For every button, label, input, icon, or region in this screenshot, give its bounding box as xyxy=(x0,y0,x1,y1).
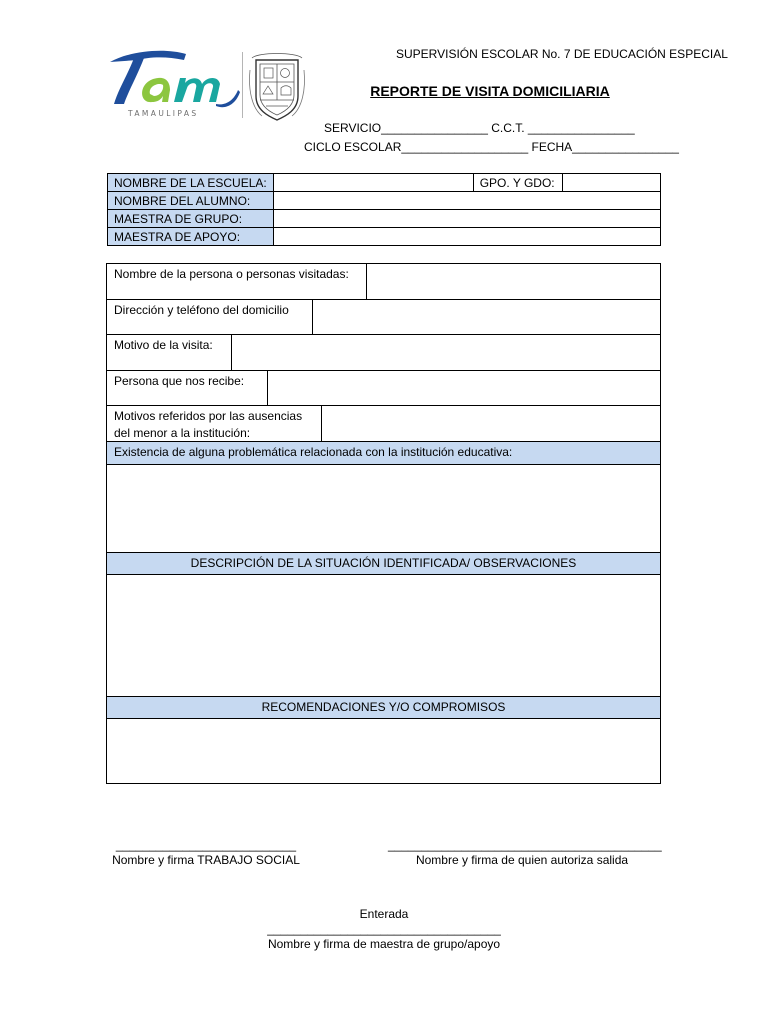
signature-line: ___________________________________ xyxy=(267,922,501,936)
signature-line: _________________________________________ xyxy=(388,838,662,852)
authorizer-signature xyxy=(388,838,662,867)
recommendations-header: RECOMENDACIONES Y/O COMPROMISOS xyxy=(107,697,660,719)
document-title xyxy=(0,83,768,99)
school-name-label: NOMBRE DE LA ESCUELA: xyxy=(108,174,274,192)
notified-label: Enterada xyxy=(359,907,409,921)
tamaulipas-logo xyxy=(104,44,244,120)
school-name-field[interactable] xyxy=(273,174,473,192)
authorizer-label: Nombre y firma de quien autoriza salida xyxy=(415,853,629,867)
student-name-label: NOMBRE DEL ALUMNO: xyxy=(108,192,274,210)
group-teacher-label: MAESTRA DE GRUPO: xyxy=(108,210,274,228)
table-row xyxy=(108,228,661,246)
school-info-table xyxy=(107,173,661,246)
support-teacher-label: MAESTRA DE APOYO: xyxy=(108,228,274,246)
table-row xyxy=(108,210,661,228)
receiver-row[interactable] xyxy=(107,371,660,406)
description-field[interactable] xyxy=(107,575,660,697)
problem-field[interactable] xyxy=(107,465,660,553)
absence-reasons-line-2: del menor a la institución: xyxy=(114,426,251,440)
teacher-signature xyxy=(234,907,534,951)
group-grade-field[interactable] xyxy=(562,174,660,192)
description-header: DESCRIPCIÓN DE LA SITUACIÓN IDENTIFICADA/ OBSERVACIONES xyxy=(107,553,660,575)
support-teacher-field[interactable] xyxy=(273,228,660,246)
signature-line: ___________________________ xyxy=(115,838,297,852)
visit-reason-row[interactable] xyxy=(107,335,660,371)
table-row xyxy=(108,174,661,192)
absence-reasons-line-1: Motivos referidos por las ausencias xyxy=(114,409,303,423)
visit-reason-label: Motivo de la visita: xyxy=(107,335,232,370)
teacher-label: Nombre y firma de maestra de grupo/apoyo xyxy=(267,937,501,951)
social-work-signature xyxy=(108,838,304,867)
student-name-field[interactable] xyxy=(273,192,660,210)
receiver-label: Persona que nos recibe: xyxy=(107,371,268,405)
problem-header: Existencia de alguna problemática relacionada con la institución educativa: xyxy=(107,442,660,465)
table-row xyxy=(108,192,661,210)
group-teacher-field[interactable] xyxy=(273,210,660,228)
school-year-date-line: CICLO ESCOLAR___________________ FECHA________________ xyxy=(304,140,679,154)
supervision-heading: SUPERVISIÓN ESCOLAR No. 7 DE EDUCACIÓN ESPECIAL xyxy=(396,47,728,61)
group-grade-label: GPO. Y GDO: xyxy=(473,174,562,192)
persons-visited-label: Nombre de la persona o personas visitadas: xyxy=(107,264,367,299)
address-phone-label: Dirección y teléfono del domicilio xyxy=(107,300,313,334)
absence-reasons-label xyxy=(107,406,322,441)
logo-subtext: TAMAULIPAS xyxy=(128,109,199,118)
social-work-label: Nombre y firma TRABAJO SOCIAL xyxy=(112,853,300,867)
address-phone-row[interactable] xyxy=(107,300,660,335)
persons-visited-row[interactable] xyxy=(107,264,660,300)
document-title-text: REPORTE DE VISITA DOMICILIARIA xyxy=(370,83,610,99)
visit-form xyxy=(106,263,661,784)
service-cct-line: SERVICIO________________ C.C.T. ________________ xyxy=(324,121,635,135)
recommendations-field[interactable] xyxy=(107,719,660,783)
absence-reasons-row[interactable] xyxy=(107,406,660,442)
